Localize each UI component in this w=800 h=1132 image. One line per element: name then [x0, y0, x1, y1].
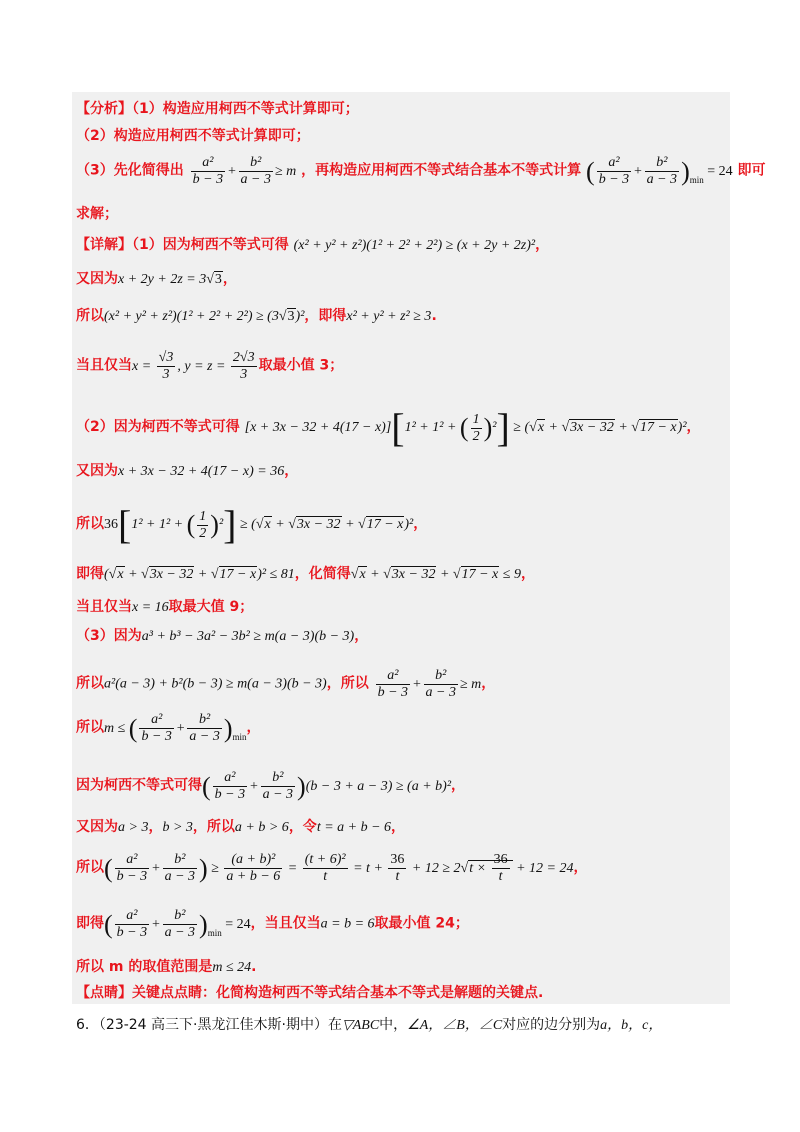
detail-line-2: 又因为x + 2y + 2z = 3√3，: [76, 271, 237, 287]
analysis-tag: 【分析】: [76, 101, 132, 117]
detail-line-3: 所以(x² + y² + z²)(1² + 2² + 2²) ≥ (3√3)²，即得x² + y² + z² ≥ 3.: [76, 308, 437, 324]
detail-line-12: 所以m ≤ ( $\frac{\text{a²}}{b - 3}$ + $\frac{\text{b²}}{a - 3}$ )$_{min}$，: [76, 712, 261, 744]
comment-tag: 【点睛】: [76, 985, 132, 1001]
detail-line-10: （3）因为a³ + b³ − 3a² − 3b² ≥ m(a − 3)(b − 3)，: [76, 628, 369, 644]
analysis-line-1: 【分析】（1）构造应用柯西不等式计算即可；: [76, 101, 359, 117]
detail-line-11: 所以a²(a − 3) + b²(b − 3) ≥ m(a − 3)(b − 3)，所以 $\frac{\text{a²}}{b - 3}$ + $\frac{\text{b²}}{a - 3}$ ≥ m，: [76, 668, 496, 700]
detail-line-15: 所以( $\frac{\text{a²}}{b - 3}$ + $\frac{\text{b²}}{a - 3}$ ) ≥ $\frac{\text{(a + b)²}}{a + b - 6}$ = $\frac{\text{(t + 6)²}}{t}$ = t + $\frac{36}{t}$ + 12 ≥ 2√t × $\frac{36}{t}$ + 12 = 24，: [76, 852, 588, 884]
comment-line: 【点睛】关键点点睛：化简构造柯西不等式结合基本不等式是解题的关键点.: [76, 985, 544, 1001]
detail-line-4: 当且仅当x = $\frac{√3}{3}$ , y = z = $\frac{2√3}{3}$ 取最小值 3；: [76, 350, 344, 382]
detail-tag: 【详解】: [76, 237, 132, 253]
question-6: 6．（23-24 高三下·黑龙江佳木斯·期中）在▽ABC中，∠A，∠B，∠C对应的边分别为a，b，c，: [76, 1017, 663, 1033]
detail-line-13: 因为柯西不等式可得( $\frac{\text{a²}}{b - 3}$ + $\frac{\text{b²}}{a - 3}$ )(b − 3 + a − 3) ≥ (a + b)²，: [76, 770, 466, 802]
detail-line-16: 即得( $\frac{\text{a²}}{b - 3}$ + $\frac{\text{b²}}{a - 3}$ )$_{min} = 24$，当且仅当a = b = 6取最小值 24；: [76, 908, 469, 940]
detail-line-7: 所以36[1² + 1² + ( $\frac{1}{2}$ )²] ≥ (√x + √3x − 32 + √17 − x)²，: [76, 502, 428, 547]
detail-line-5: （2）因为柯西不等式可得 [x + 3x − 32 + 4(17 − x)][1² + 1² + ( $\frac{1}{2}$ )²] ≥ (√x + √3x − 32 + √17 − x)²，: [76, 405, 701, 450]
detail-line-17: 所以 m 的取值范围是m ≤ 24.: [76, 959, 257, 975]
analysis-line-3: （3）先化简得出 $\frac{\text{a²}}{b - 3}$ + $\frac{\text{b²}}{a - 3}$ ≥ m ，再构造应用柯西不等式结合基本不等式计算 ( $\frac{\text{a²}}{b - 3}$ + $\frac{\text{b²}}{a - 3}$ )$_{min} = 24$ 即可: [76, 155, 766, 187]
detail-line-6: 又因为x + 3x − 32 + 4(17 − x) = 36，: [76, 463, 299, 479]
analysis-line-2: （2）构造应用柯西不等式计算即可；: [76, 128, 310, 144]
detail-line-14: 又因为a > 3，b > 3，所以a + b > 6，令t = a + b − 6，: [76, 819, 406, 835]
detail-line-8: 即得(√x + √3x − 32 + √17 − x)² ≤ 81，化简得√x + √3x − 32 + √17 − x ≤ 9，: [76, 566, 535, 582]
analysis-line-4: 求解；: [76, 206, 118, 222]
detail-line-1: 【详解】（1）因为柯西不等式可得 (x² + y² + z²)(1² + 2² + 2²) ≥ (x + 2y + 2z)²，: [76, 237, 550, 253]
detail-line-9: 当且仅当x = 16取最大值 9；: [76, 599, 254, 615]
